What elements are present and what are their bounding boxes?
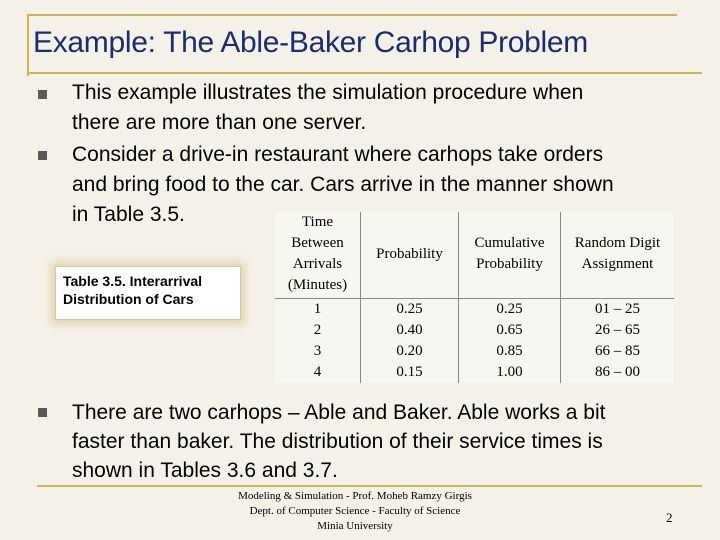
footer-line-1: Modeling & Simulation - Prof. Moheb Ramzy Girgis bbox=[238, 490, 472, 502]
cell-probability: 0.40 bbox=[361, 320, 459, 341]
table-row bbox=[275, 299, 674, 321]
bullet-3-line-1: There are two carhops – Able and Baker. Able works a bit bbox=[72, 401, 606, 424]
header-random-digit-assignment: Random Digit Assignment bbox=[561, 212, 675, 299]
header-cumulative-probability: Cumulative Probability bbox=[459, 212, 561, 299]
table-caption-line-2: Distribution of Cars bbox=[63, 291, 194, 307]
bullet-2-line-3: in Table 3.5. bbox=[72, 203, 185, 226]
cell-time: 1 bbox=[275, 299, 361, 321]
bullet-marker bbox=[38, 408, 47, 417]
table-caption bbox=[55, 266, 241, 320]
table-row bbox=[275, 320, 674, 341]
cell-probability: 0.15 bbox=[361, 362, 459, 383]
cell-random-digits: 01 – 25 bbox=[561, 299, 675, 321]
header-probability: Probability bbox=[361, 212, 459, 299]
bullet-1-line-1: This example illustrates the simulation procedure when bbox=[72, 81, 584, 104]
bullet-2-line-1: Consider a drive-in restaurant where carhops take orders bbox=[72, 143, 604, 166]
header-time-between-arrivals: Time Between Arrivals (Minutes) bbox=[287, 214, 348, 293]
cell-probability: 0.25 bbox=[361, 299, 459, 321]
table-row bbox=[275, 362, 674, 383]
footer bbox=[210, 489, 500, 534]
title-frame-top bbox=[27, 14, 677, 16]
bullet-2-line-2: and bring food to the car. Cars arrive in the manner shown bbox=[72, 173, 614, 196]
interarrival-distribution-table bbox=[275, 212, 674, 383]
footer-rule bbox=[37, 485, 702, 487]
table-row bbox=[275, 341, 674, 362]
cell-time: 4 bbox=[313, 364, 322, 380]
table-caption-line-1: Table 3.5. Interarrival bbox=[63, 273, 203, 289]
cell-time: 2 bbox=[313, 322, 322, 338]
slide-title: Example: The Able-Baker Carhop Problem bbox=[33, 26, 588, 59]
footer-line-2: Dept. of Computer Science - Faculty of Science bbox=[249, 505, 461, 517]
cell-cumulative: 0.25 bbox=[459, 299, 561, 321]
footer-line-3: Minia University bbox=[317, 520, 393, 532]
cell-random-digits: 66 – 85 bbox=[561, 341, 675, 362]
cell-random-digits: 26 – 65 bbox=[561, 320, 675, 341]
page-number: 2 bbox=[666, 510, 673, 525]
title-rule bbox=[27, 72, 702, 74]
bullet-marker bbox=[38, 90, 47, 99]
cell-cumulative: 0.85 bbox=[459, 341, 561, 362]
title-frame-left bbox=[27, 14, 29, 76]
cell-time: 3 bbox=[313, 343, 322, 359]
cell-cumulative: 1.00 bbox=[459, 362, 561, 383]
cell-probability: 0.20 bbox=[361, 341, 459, 362]
cell-random-digits: 86 – 00 bbox=[561, 362, 675, 383]
bullet-marker bbox=[38, 151, 47, 160]
table-header-row bbox=[275, 212, 674, 299]
bullet-3-line-2: faster than baker. The distribution of their service times is bbox=[72, 430, 603, 453]
bullet-1-line-2: there are more than one server. bbox=[72, 111, 367, 134]
cell-cumulative: 0.65 bbox=[459, 320, 561, 341]
bullet-3-line-3: shown in Tables 3.6 and 3.7. bbox=[72, 459, 338, 482]
